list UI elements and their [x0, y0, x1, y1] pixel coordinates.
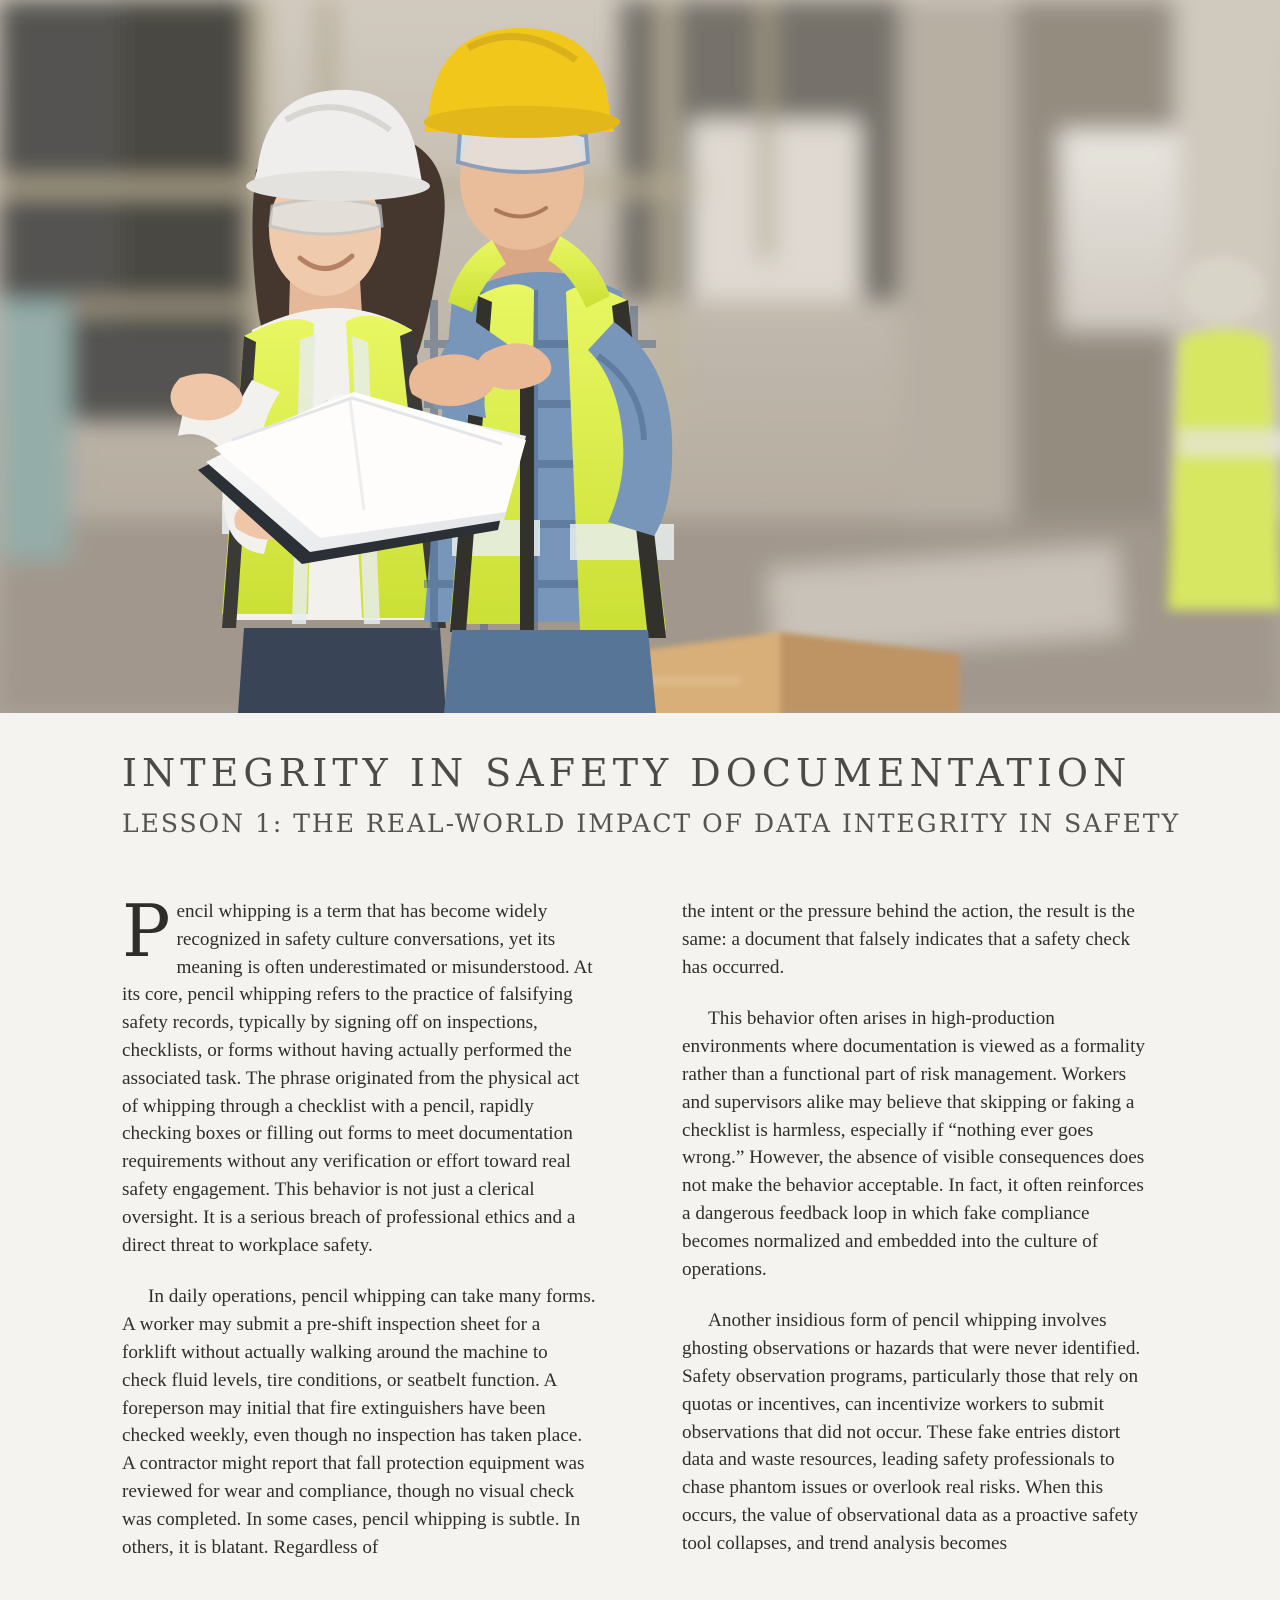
left-paragraph-1 — [122, 889, 596, 1259]
drop-cap: P — [122, 889, 171, 973]
right-column — [682, 898, 1156, 1585]
title-block — [0, 713, 1280, 838]
page-title: INTEGRITY IN SAFETY DOCUMENTATION — [122, 751, 1132, 795]
page-subtitle: LESSON 1: THE REAL-WORLD IMPACT OF DATA INTEGRITY IN SAFETY — [122, 809, 1181, 838]
left-column — [122, 889, 596, 1585]
hero-image — [0, 0, 1280, 713]
left-paragraph-2: In daily operations, pencil whipping can take many forms. A worker may submit a pre-shift inspection sheet for a forklift without actually walking around the machine to check fluid levels, tire conditions, or seatbelt function. A foreperson may initial that fire extinguishers have been checked weekly, even though no inspection has taken place. A contractor might report that fall protection equipment was reviewed for wear and compliance, though no visual check was completed. In some cases, pencil whipping is subtle. In others, it is blatant. Regardless of — [122, 1286, 596, 1558]
left-paragraph-1-text: encil whipping is a term that has become widely recognized in safety culture conversations, yet its meaning is often underestimated or misunderstood. At its core, pencil whipping refers to the practice of falsifying safety records, typically by signing off on inspections, checklists, or forms without having actually performed the associated task. The phrase originated from the physical act of whipping through a checklist with a pencil, rapidly checking boxes or filling out forms to meet documentation requirements without any verification or effort toward real safety engagement. This behavior is not just a clerical oversight. It is a serious breach of professional ethics and a direct threat to workplace safety. — [122, 901, 593, 1256]
right-paragraph-2: This behavior often arises in high-production environments where documentation is viewed as a formality rather than a functional part of risk management. Workers and supervisors alike may believe that skipping or faking a checklist is harmless, especially if “nothing ever goes wrong.” However, the absence of visible consequences does not make the behavior acceptable. In fact, it often reinforces a dangerous feedback loop in which fake compliance becomes normalized and embedded into the culture of operations. — [682, 1008, 1146, 1280]
article-body — [0, 838, 1280, 1585]
right-paragraph-3: Another insidious form of pencil whipping involves ghosting observations or hazards that were never identified. Safety observation programs, particularly those that rely on quotas or incentives, can incentivize workers to submit observations that did not occur. These fake entries distort data and waste resources, leading safety professionals to chase phantom issues or overlook real risks. When this occurs, the value of observational data as a proactive safety tool collapses, and trend analysis becomes — [682, 1310, 1141, 1554]
hero-illustration — [0, 0, 1280, 713]
right-paragraph-1: the intent or the pressure behind the action, the result is the same: a document that falsely indicates that a safety check has occurred. — [682, 901, 1135, 978]
